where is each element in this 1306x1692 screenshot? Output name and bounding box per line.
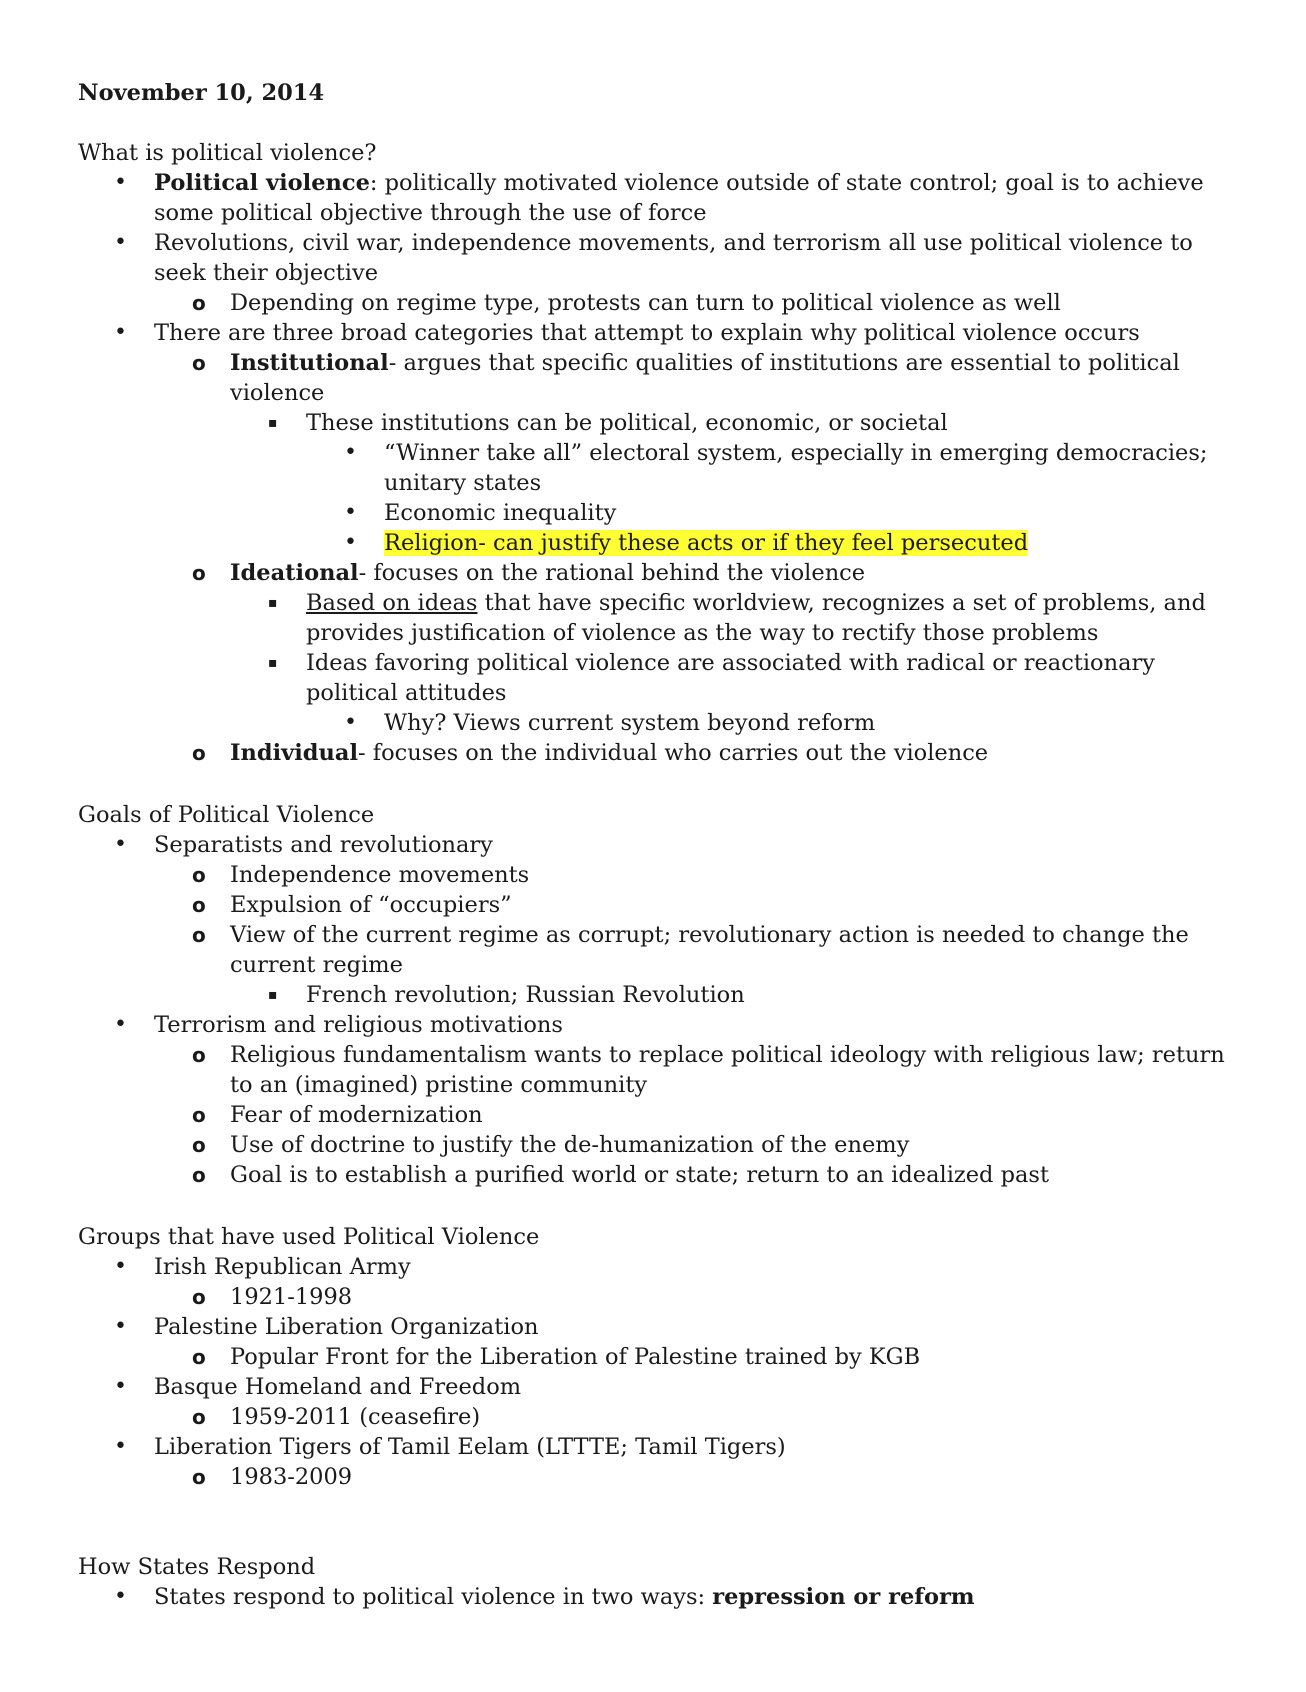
list-item: o View of the current regime as corrupt; revolutionary action is needed to change the current regime — [192, 922, 1189, 978]
circle-bullet-icon: o — [192, 923, 206, 947]
list-item: o Popular Front for the Liberation of Palestine trained by KGB — [192, 1344, 921, 1370]
bullet-icon: • — [114, 1434, 127, 1459]
bullet-icon: • — [114, 1314, 127, 1339]
section2-list — [78, 830, 1246, 1190]
section4-list — [78, 1582, 1246, 1612]
list-item: • Basque Homeland and Freedom — [114, 1374, 522, 1400]
section-heading-what-is: What is political violence? — [78, 140, 377, 166]
list-item: • Irish Republican Army — [114, 1254, 411, 1280]
list-item: o Ideational- focuses on the rational behind the violence — [192, 560, 866, 586]
bullet-icon: • — [114, 170, 127, 195]
bullet-icon: • — [114, 832, 127, 857]
circle-bullet-icon: o — [192, 1465, 206, 1489]
section-heading-groups: Groups that have used Political Violence — [78, 1224, 540, 1250]
circle-bullet-icon: o — [192, 291, 206, 315]
bullet-icon: • — [114, 1012, 127, 1037]
list-item: o Religious fundamentalism wants to replace political ideology with religious law; return to an (imagined) pristine community — [192, 1042, 1225, 1098]
list-item: o Use of doctrine to justify the de-humanization of the enemy — [192, 1132, 910, 1158]
list-item: • Separatists and revolutionary — [114, 832, 493, 858]
list-item: • States respond to political violence in two ways: repression or reform — [114, 1584, 975, 1610]
section1-list — [78, 168, 1246, 768]
bullet-icon: • — [114, 320, 127, 345]
circle-bullet-icon: o — [192, 561, 206, 585]
list-item: o Fear of modernization — [192, 1102, 483, 1128]
highlighted-text: Religion- can justify these acts or if they feel persecuted — [384, 530, 1029, 556]
list-item: • Economic inequality — [344, 500, 617, 526]
list-item: o Individual- focuses on the individual who carries out the violence — [192, 740, 989, 766]
list-item: • Palestine Liberation Organization — [114, 1314, 539, 1340]
bullet-icon: • — [344, 710, 357, 735]
circle-bullet-icon: o — [192, 1345, 206, 1369]
list-item: • Revolutions, civil war, independence movements, and terrorism all use political violence to seek their objective — [114, 230, 1193, 286]
bullet-icon: • — [114, 1374, 127, 1399]
section3-list — [78, 1252, 1246, 1492]
bullet-icon: • — [344, 440, 357, 465]
list-item — [78, 528, 1246, 558]
bullet-icon: • — [344, 500, 357, 525]
section-heading-states-respond: How States Respond — [78, 1554, 316, 1580]
circle-bullet-icon: o — [192, 1103, 206, 1127]
square-bullet-icon: ▪ — [268, 655, 278, 671]
circle-bullet-icon: o — [192, 1405, 206, 1429]
list-item: o Institutional- argues that specific qualities of institutions are essential to political violence — [192, 350, 1180, 406]
section-heading-goals: Goals of Political Violence — [78, 802, 375, 828]
circle-bullet-icon: o — [192, 1163, 206, 1187]
circle-bullet-icon: o — [192, 893, 206, 917]
list-item: o 1983-2009 — [192, 1464, 353, 1490]
circle-bullet-icon: o — [192, 351, 206, 375]
list-item: • Political violence: politically motivated violence outside of state control; goal is to achieve some political objective through the use of force — [114, 170, 1204, 226]
list-item: o 1959-2011 (ceasefire) — [192, 1404, 481, 1430]
circle-bullet-icon: o — [192, 1285, 206, 1309]
list-item: ▪ These institutions can be political, economic, or societal — [268, 410, 948, 436]
list-item: o Depending on regime type, protests can turn to political violence as well — [192, 290, 1061, 316]
bullet-icon: • — [114, 1254, 127, 1279]
circle-bullet-icon: o — [192, 741, 206, 765]
list-item: o Goal is to establish a purified world or state; return to an idealized past — [192, 1162, 1050, 1188]
list-item: • “Winner take all” electoral system, especially in emerging democracies; unitary states — [344, 440, 1208, 496]
list-item: o 1921-1998 — [192, 1284, 353, 1310]
bullet-icon: • — [344, 530, 357, 555]
list-item: ▪ French revolution; Russian Revolution — [268, 982, 745, 1008]
list-item: o Independence movements — [192, 862, 530, 888]
list-item: ▪ Ideas favoring political violence are associated with radical or reactionary political attitudes — [268, 650, 1155, 706]
list-item: ▪ Based on ideas that have specific worldview, recognizes a set of problems, and provides justification of violence as the way to rectify those problems — [268, 590, 1206, 646]
square-bullet-icon: ▪ — [268, 595, 278, 611]
square-bullet-icon: ▪ — [268, 987, 278, 1003]
square-bullet-icon: ▪ — [268, 415, 278, 431]
bullet-icon: • — [114, 1584, 127, 1609]
bullet-icon: • — [114, 230, 127, 255]
list-item: • Why? Views current system beyond reform — [344, 710, 876, 736]
circle-bullet-icon: o — [192, 863, 206, 887]
circle-bullet-icon: o — [192, 1133, 206, 1157]
list-item: • There are three broad categories that attempt to explain why political violence occurs — [114, 320, 1140, 346]
list-item: • Liberation Tigers of Tamil Eelam (LTTTE; Tamil Tigers) — [114, 1434, 786, 1460]
list-item: • Terrorism and religious motivations — [114, 1012, 563, 1038]
document-date: November 10, 2014 — [78, 80, 325, 106]
circle-bullet-icon: o — [192, 1043, 206, 1067]
list-item: o Expulsion of “occupiers” — [192, 892, 512, 918]
